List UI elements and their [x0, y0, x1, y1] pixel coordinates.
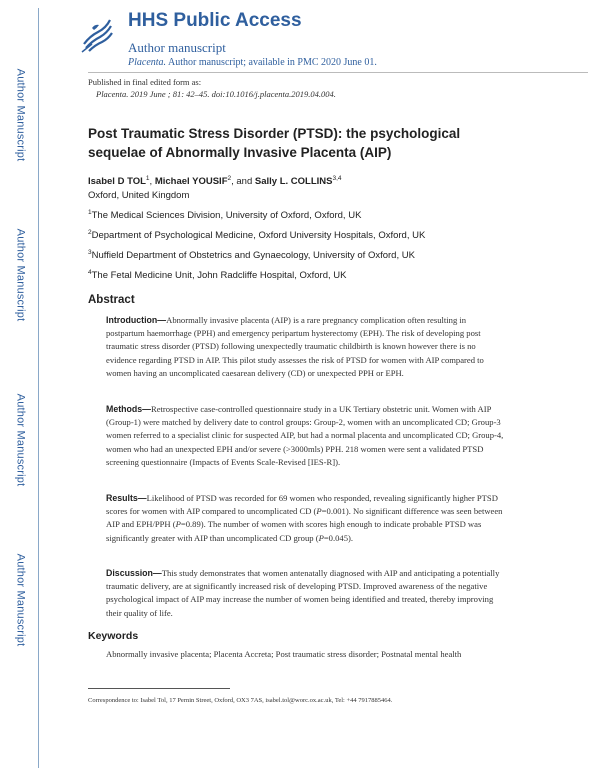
- abstract-discussion: [106, 567, 506, 620]
- introduction-text: Abnormally invasive placenta (AIP) is a rare pregnancy complication often resulting in postpartum haemorrhage (PPH) and emergency peripartum hysterectomy (EPH). The risk of developing post traumatic stress disorder (PTSD) following unexpectedly traumatic childbirth is known however there is no evidence regarding PTSD in AIP. This pilot study assesses the risk of PTSD for women with AIP compared to women having an uncomplicated caesarean delivery (CD) or unexpected PPH or EPH.: [106, 315, 484, 378]
- author-list: Isabel D TOL$^1$, Michael YOUSIF$^2$, and Sally L. COLLINS$^{3,4}$: [88, 175, 342, 188]
- author-affiliation-sup: 2: [227, 175, 232, 182]
- footnote-divider: [88, 688, 230, 689]
- abstract-heading: Abstract: [88, 294, 135, 306]
- methods-text: Retrospective case-controlled questionnaire study in a UK Tertiary obstetric unit. Women with AIP (Group-1) were matched by delivery date to control groups: Group-2, women with an uncomplicated CD; Group-3 women referred to a specialist clinic for suspected AIP, but had a normal placenta and uncomplicated CD; Group-4, women who had an unexpected EPH and/or severe (>3000mls) PPH. 218 women were sent a validated PTSD screening questionnaire (Impacts of Events Scale-Revised [IES-R]).: [106, 404, 504, 467]
- abstract-results: Results—Likelihood of PTSD was recorded for 69 women who responded, revealing significantly higher PTSD scores for women with AIP compared to uncomplicated CD (P=0.001). No significant difference was seen between AIP and EPH/PPH (P=0.89). The number of women with scores high enough to indicate probable PTSD was significantly greater with AIP than uncomplicated CD group (P=0.045).: [106, 493, 503, 543]
- author-separator: , and: [231, 176, 255, 188]
- sidebar-label-2: Author Manuscript: [14, 228, 27, 322]
- keywords-heading: Keywords: [88, 630, 139, 642]
- author-location: Oxford, United Kingdom: [88, 190, 190, 201]
- discussion-label: Discussion—: [106, 568, 162, 578]
- author-name: Sally L. COLLINS: [254, 176, 333, 188]
- abstract-introduction: [106, 314, 506, 380]
- availability-line: [128, 57, 377, 68]
- hhs-public-access-title: HHS Public Access: [128, 10, 302, 31]
- published-label: Published in final edited form as:: [88, 77, 202, 87]
- author-manuscript-subtitle: Author manuscript: [128, 40, 226, 55]
- methods-label: Methods—: [106, 404, 151, 414]
- sidebar-label-4: Author Manuscript: [14, 553, 27, 647]
- introduction-label: Introduction—: [106, 315, 167, 325]
- affiliation-item: $^1$The Medical Sciences Division, University of Oxford, Oxford, UK: [88, 209, 362, 222]
- journal-name: Placenta.: [128, 57, 167, 68]
- correspondence-footnote: Correspondence to: Isabel Tol, 17 Pernin Street, Oxford, OX3 7AS, isabel.tol@worc.ox.ac.uk, Tel: +44 7917885464.: [88, 697, 393, 704]
- discussion-text: This study demonstrates that women antenatally diagnosed with AIP and anticipating a potentially traumatic delivery, are at significantly increased risk of developing PTSD. Improved awareness of the negative psychological impact of AIP may increase the number of women being identified and treated, thereby improving their quality of life.: [106, 568, 500, 618]
- results-label: Results—: [106, 493, 147, 503]
- author-affiliation-sup: 3,4: [332, 175, 342, 182]
- author-name: Isabel D TOL: [88, 176, 146, 188]
- sidebar-divider: [38, 8, 39, 768]
- keywords-text: Abnormally invasive placenta; Placenta Accreta; Post traumatic stress disorder; Postnatal mental health: [106, 649, 462, 659]
- header-divider: [88, 72, 588, 73]
- article-title: Post Traumatic Stress Disorder (PTSD): the psychological sequelae of Abnormally Invasive Placenta (AIP): [88, 126, 461, 160]
- affiliation-item: $^3$Nuffield Department of Obstetrics and Gynaecology, University of Oxford, UK: [88, 249, 415, 262]
- sidebar-label-3: Author Manuscript: [14, 393, 27, 487]
- availability-text: Author manuscript; available in PMC 2020 June 01.: [168, 57, 377, 68]
- affiliation-item: $^4$The Fetal Medicine Unit, John Radcliffe Hospital, Oxford, UK: [88, 269, 347, 282]
- author-affiliation-sup: 1: [145, 175, 150, 182]
- author-name: Michael YOUSIF: [154, 176, 228, 188]
- publication-citation: Placenta. 2019 June ; 81: 42–45. doi:10.1016/j.placenta.2019.04.004.: [96, 89, 336, 99]
- abstract-methods: [106, 403, 506, 469]
- sidebar-label-1: Author Manuscript: [14, 68, 27, 162]
- affiliation-item: $^2$Department of Psychological Medicine, Oxford University Hospitals, Oxford, UK: [88, 229, 426, 242]
- hhs-eagle-logo-icon: [80, 14, 114, 54]
